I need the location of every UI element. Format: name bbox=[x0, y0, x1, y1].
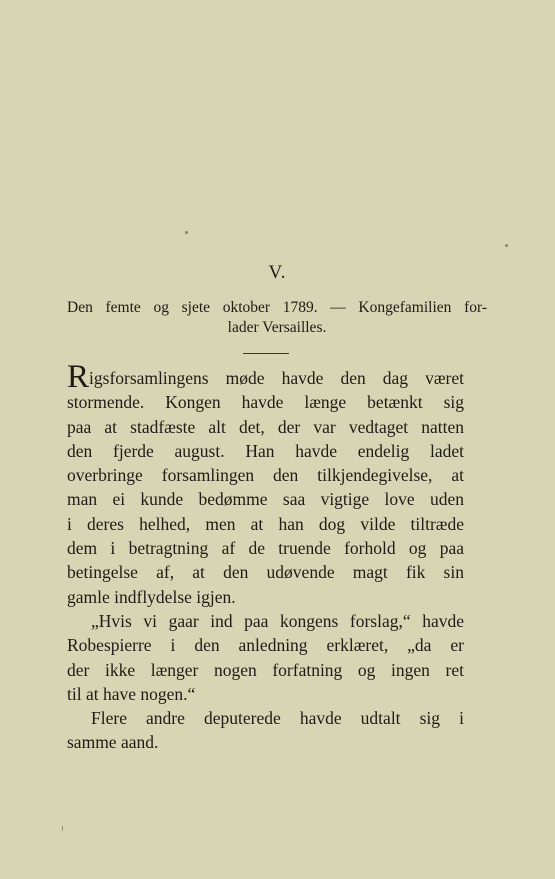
text-line-13: der ikke længer nogen forfatning og ingen ret bbox=[67, 659, 464, 680]
section-divider bbox=[243, 353, 289, 354]
chapter-number: V. bbox=[268, 262, 287, 283]
chapter-summary bbox=[67, 298, 487, 338]
text-line-11: „Hvis vi gaar ind paa kongens forslag,“ havde bbox=[91, 610, 464, 631]
text-line-16: samme aand. bbox=[67, 732, 159, 753]
text-line-8: dem i betragtning af de truende forhold og paa bbox=[67, 538, 464, 559]
paper-speck bbox=[505, 244, 508, 247]
body-text bbox=[67, 359, 464, 755]
drop-cap: R bbox=[67, 359, 90, 395]
paper-speck bbox=[185, 231, 188, 234]
summary-line-1: Den femte og sjete oktober 1789. — Kongefamilien for- bbox=[67, 299, 487, 316]
paper-speck bbox=[62, 826, 63, 831]
text-line-5: overbringe forsamlingen den tilkjendegivelse, at bbox=[67, 465, 464, 486]
text-line-3: paa at stadfæste alt det, der var vedtaget natten bbox=[67, 416, 464, 437]
text-line-1-rest: igsforsamlingens møde havde den dag været bbox=[89, 368, 464, 388]
text-line-1 bbox=[67, 359, 464, 395]
text-line-15: Flere andre deputerede havde udtalt sig i bbox=[91, 708, 464, 729]
text-line-4: den fjerde august. Han havde endelig ladet bbox=[67, 440, 464, 461]
text-line-9: betingelse af, at den udøvende magt fik sin bbox=[67, 562, 464, 583]
text-line-10: gamle indflydelse igjen. bbox=[67, 586, 236, 607]
summary-line-2: lader Versailles. bbox=[227, 319, 327, 336]
text-line-2: stormende. Kongen havde længe betænkt sig bbox=[67, 392, 464, 413]
text-line-7: i deres helhed, men at han dog vilde tiltræde bbox=[67, 513, 464, 534]
text-line-12: Robespierre i den anledning erklæret, „da er bbox=[67, 635, 464, 656]
text-line-6: man ei kunde bedømme saa vigtige love uden bbox=[67, 489, 464, 510]
text-line-14: til at have nogen.“ bbox=[67, 683, 196, 704]
